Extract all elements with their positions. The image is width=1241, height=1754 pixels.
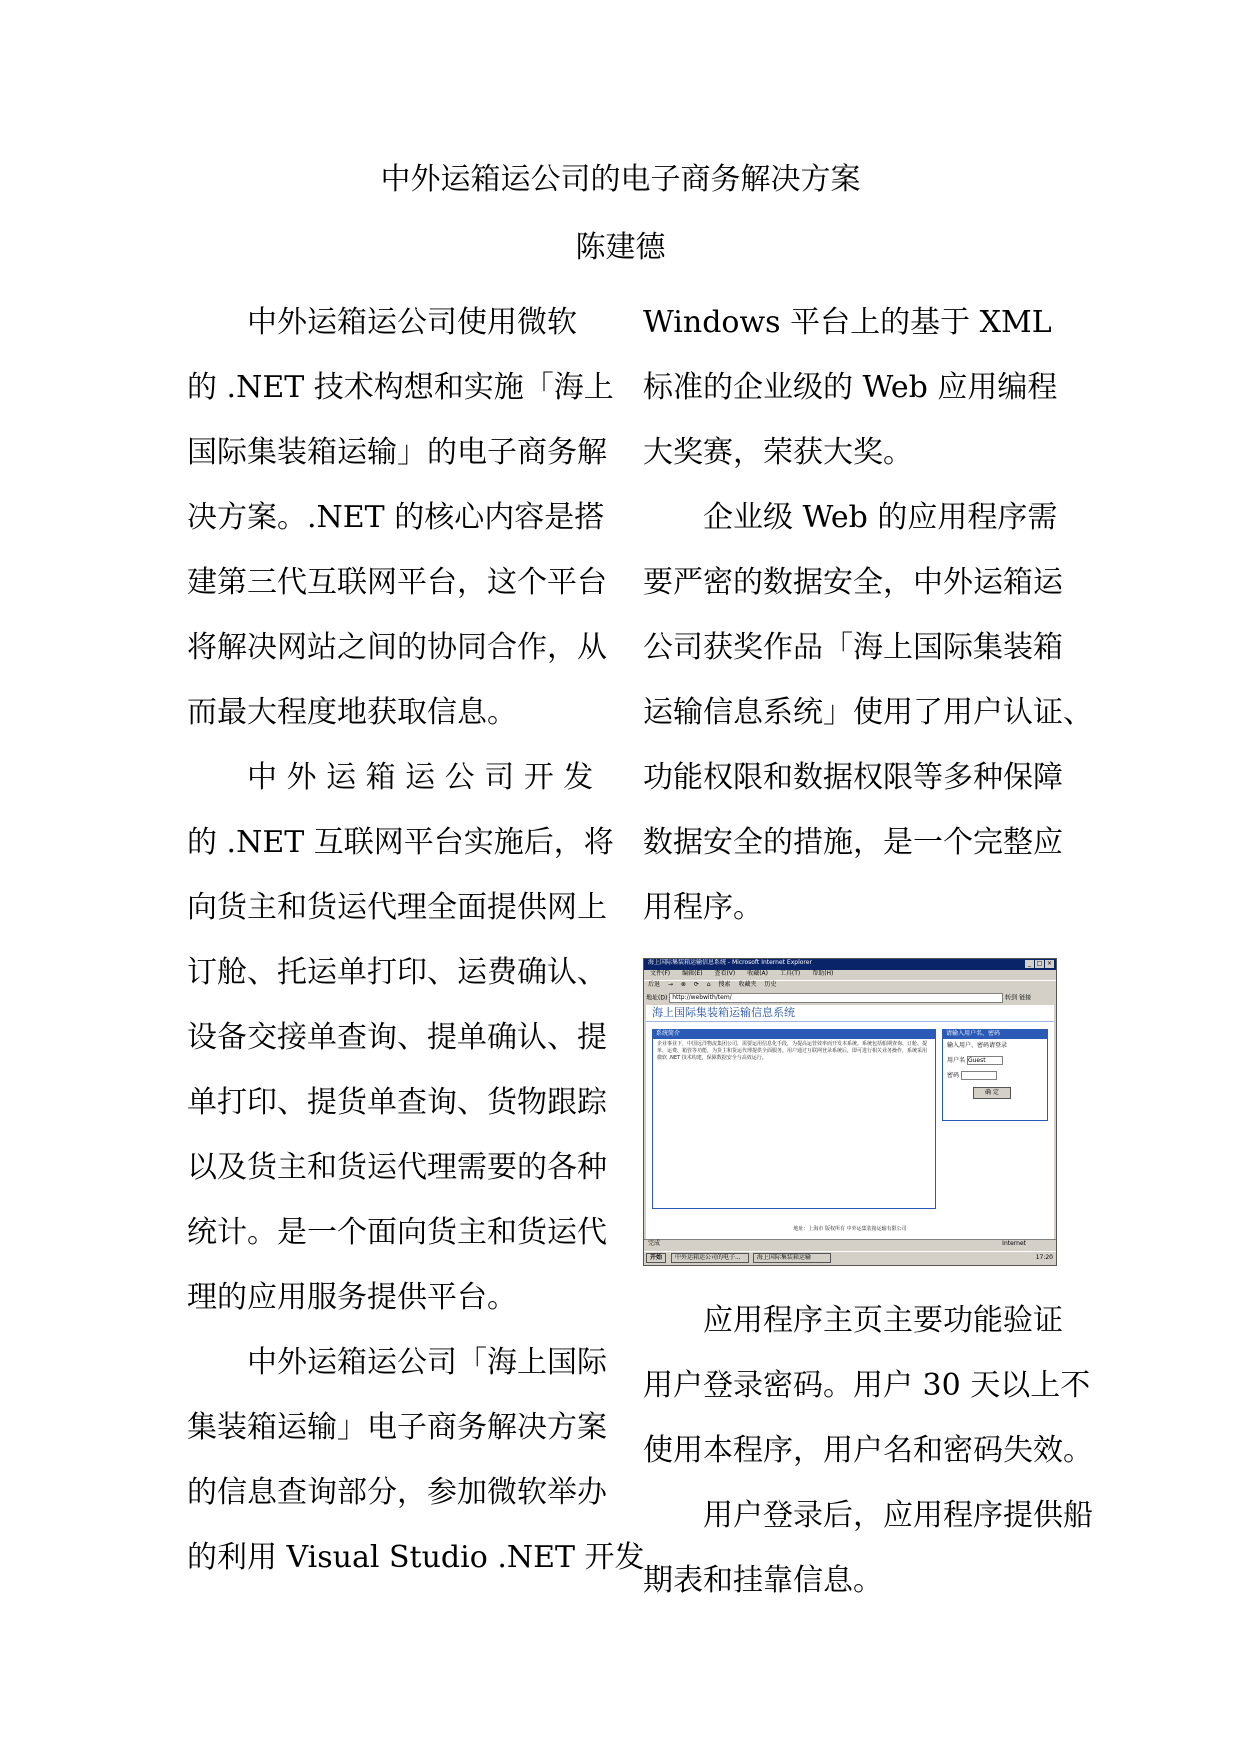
text-line: 中外运箱运公司使用微软 bbox=[247, 305, 577, 340]
favorites-button: 收藏夹 bbox=[738, 981, 757, 988]
username-row bbox=[943, 1053, 1047, 1068]
maximize-icon: □ bbox=[1036, 960, 1043, 967]
password-field bbox=[961, 1071, 997, 1080]
password-row bbox=[943, 1068, 1047, 1083]
text-line: 决方案。.NET 的核心内容是搭 bbox=[187, 500, 605, 535]
paragraph-7 bbox=[643, 1483, 1093, 1613]
text-line: 建第三代互联网平台，这个平台 bbox=[187, 565, 607, 600]
page-footer: 地址：上海市 版权所有 中外运集装箱运输有限公司 bbox=[793, 1226, 907, 1232]
intro-text: 企业事业下，中国远洋物流集团公司，需要运用信息化手段，为提高运营效率而开发本系统。系统包括船期查询、订舱、提单、运费、箱管等功能，为货主和货运代理提供全面服务。用户通过互联网登录系统后，即可进行相关业务操作，系统采用微软 .NET 技术构建，保障数据安全与高效运行。 bbox=[657, 1041, 928, 1061]
close-icon: × bbox=[1046, 960, 1053, 967]
history-button: 历史 bbox=[764, 981, 777, 988]
text-line: 向货主和货运代理全面提供网上 bbox=[187, 890, 607, 925]
taskbar-item: 中外运箱运公司的电子... bbox=[671, 1253, 749, 1263]
menu-help: 帮助(H) bbox=[812, 970, 834, 977]
text-line: 运输信息系统」使用了用户认证、 bbox=[643, 695, 1093, 730]
text-line: 的信息查询部分，参加微软举办 bbox=[187, 1475, 607, 1510]
left-column bbox=[187, 290, 645, 1590]
stop-icon: ⊗ bbox=[680, 981, 686, 988]
taskbar-clock: 17:20 bbox=[1035, 1254, 1053, 1261]
text-line: 公司获奖作品「海上国际集装箱 bbox=[643, 630, 1063, 665]
links-label: 链接 bbox=[1019, 994, 1032, 1002]
text-line: 而最大程度地获取信息。 bbox=[187, 695, 517, 730]
text-line: 设备交接单查询、提单确认、提 bbox=[187, 1020, 607, 1055]
home-icon: ⌂ bbox=[706, 981, 711, 988]
status-text: 完成 bbox=[648, 1240, 661, 1247]
address-label: 地址(D) bbox=[646, 994, 668, 1002]
text-line: 的 .NET 互联网平台实施后，将 bbox=[187, 825, 614, 860]
text-line: 中 外 运 箱 运 公 司 开 发 bbox=[247, 760, 594, 795]
paragraph-6 bbox=[643, 1288, 1093, 1483]
minimize-icon: _ bbox=[1025, 960, 1034, 968]
window-controls bbox=[1024, 960, 1054, 968]
text-line: 用户登录密码。用户 30 天以上不 bbox=[643, 1368, 1091, 1403]
text-line: 集装箱运输」电子商务解决方案 bbox=[187, 1410, 607, 1445]
address-bar bbox=[644, 993, 1056, 1005]
text-line: 期表和挂靠信息。 bbox=[643, 1563, 883, 1598]
text-line: 数据安全的措施，是一个完整应 bbox=[643, 825, 1063, 860]
text-line: 要严密的数据安全，中外运箱运 bbox=[643, 565, 1063, 600]
paragraph-4 bbox=[643, 290, 1063, 485]
text-line: 用程序。 bbox=[643, 890, 763, 925]
security-zone: Internet bbox=[1002, 1240, 1026, 1247]
intro-panel bbox=[652, 1029, 936, 1209]
paragraph-3 bbox=[187, 1330, 645, 1590]
back-button: 后退 bbox=[648, 981, 661, 988]
address-input: http://webwith/tem/ bbox=[669, 993, 1003, 1003]
intro-heading: 系统简介 bbox=[653, 1030, 935, 1039]
menu-bar bbox=[644, 970, 1056, 980]
start-button: 开始 bbox=[646, 1253, 666, 1263]
paragraph-2 bbox=[187, 745, 614, 1330]
menu-view: 查看(V) bbox=[714, 970, 736, 977]
text-line: 订舱、托运单打印、运费确认、 bbox=[187, 955, 607, 990]
username-field: Guest bbox=[967, 1056, 1003, 1065]
paragraph-5 bbox=[643, 485, 1093, 940]
username-label: 用户名 bbox=[947, 1057, 966, 1064]
document-title: 中外运箱运公司的电子商务解决方案 bbox=[380, 162, 861, 197]
text-line: 的利用 Visual Studio .NET 开发 bbox=[187, 1540, 645, 1575]
login-button: 确 定 bbox=[973, 1087, 1011, 1099]
page-heading: 海上国际集装箱运输信息系统 bbox=[646, 1005, 1054, 1022]
text-line: 用户登录后，应用程序提供船 bbox=[703, 1498, 1093, 1533]
embedded-screenshot bbox=[643, 958, 1057, 1266]
menu-file: 文件(F) bbox=[650, 970, 671, 977]
web-page bbox=[646, 1005, 1054, 1239]
browser-toolbar bbox=[644, 980, 1056, 993]
text-line: 以及货主和货运代理需要的各种 bbox=[187, 1150, 607, 1185]
text-line: 使用本程序，用户名和密码失效。 bbox=[643, 1433, 1093, 1468]
password-label: 密码 bbox=[947, 1072, 960, 1079]
document-author: 陈建德 bbox=[575, 230, 666, 265]
login-panel bbox=[942, 1029, 1048, 1121]
taskbar bbox=[644, 1251, 1056, 1265]
forward-icon: → bbox=[667, 981, 673, 988]
text-line: 功能权限和数据权限等多种保障 bbox=[643, 760, 1063, 795]
taskbar-item: 海上国际集装箱运输 bbox=[753, 1253, 831, 1263]
search-button: 搜索 bbox=[718, 981, 731, 988]
right-column bbox=[643, 290, 1093, 1613]
menu-tools: 工具(T) bbox=[779, 970, 801, 977]
text-line: 统计。是一个面向货主和货运代 bbox=[187, 1215, 607, 1250]
window-titlebar: 海上国际集装箱运输信息系统 - Microsoft Internet Explorer bbox=[644, 959, 1056, 970]
text-line: 将解决网站之间的协同合作，从 bbox=[187, 630, 607, 665]
text-line: 企业级 Web 的应用程序需 bbox=[703, 500, 1058, 535]
login-hint: 输入用户、密码请登录 bbox=[947, 1042, 1008, 1049]
menu-edit: 编辑(E) bbox=[682, 970, 703, 977]
text-line: 的 .NET 技术构想和实施「海上 bbox=[187, 370, 614, 405]
text-line: 理的应用服务提供平台。 bbox=[187, 1280, 517, 1315]
text-line: 单打印、提货单查询、货物跟踪 bbox=[187, 1085, 607, 1120]
menu-favorites: 收藏(A) bbox=[747, 970, 768, 977]
text-line: 标准的企业级的 Web 应用编程 bbox=[643, 370, 1058, 405]
login-heading: 请输入用户名、密码 bbox=[943, 1030, 1047, 1039]
text-line: 中外运箱运公司「海上国际 bbox=[247, 1345, 607, 1380]
text-line: Windows 平台上的基于 XML bbox=[643, 305, 1052, 340]
text-line: 大奖赛，荣获大奖。 bbox=[643, 435, 913, 470]
text-line: 国际集装箱运输」的电子商务解 bbox=[187, 435, 607, 470]
go-button: 转到 bbox=[1005, 994, 1018, 1002]
refresh-icon: ⟳ bbox=[693, 981, 699, 988]
paragraph-1 bbox=[187, 290, 614, 745]
text-line: 应用程序主页主要功能验证 bbox=[703, 1303, 1063, 1338]
